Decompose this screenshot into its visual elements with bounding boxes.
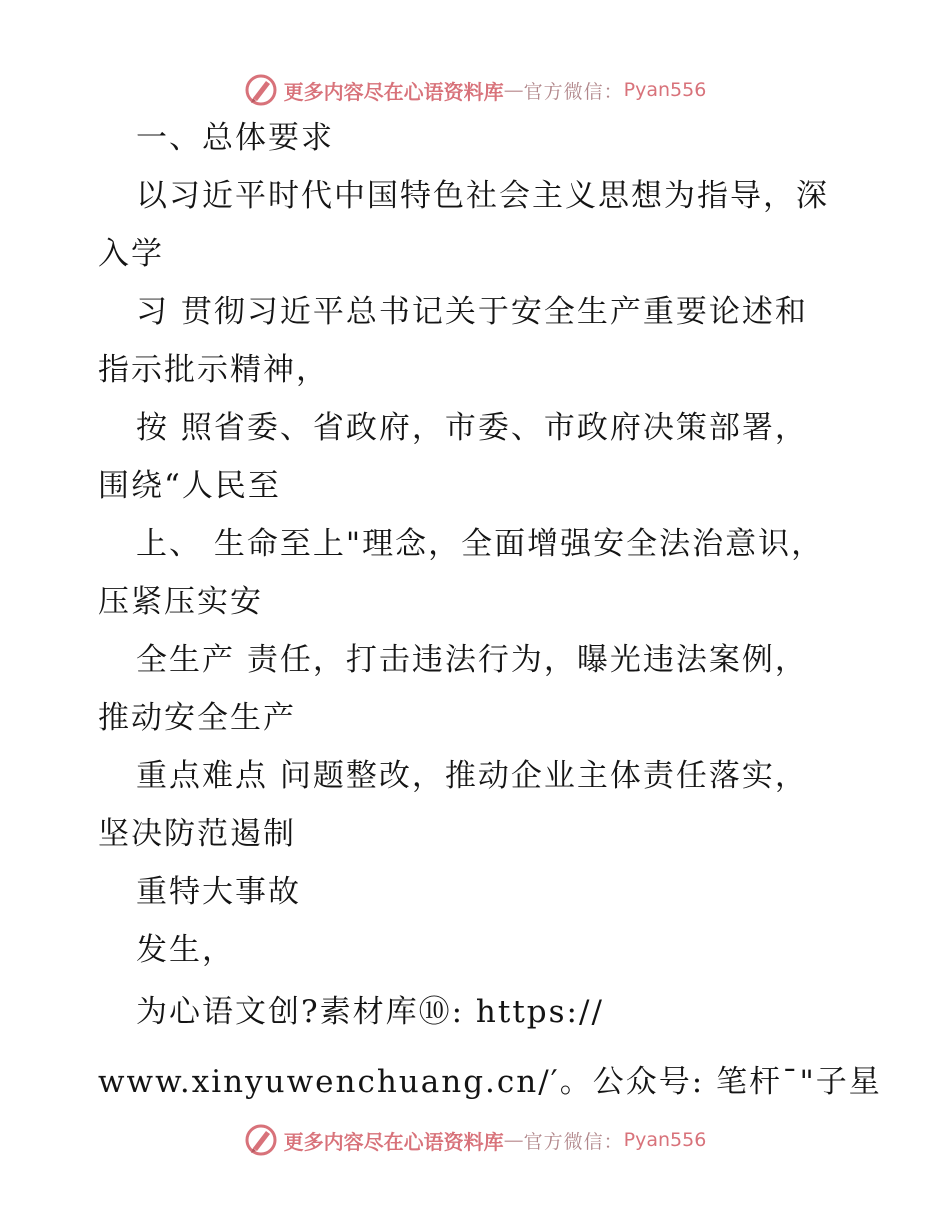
banner-wechat-id: Pyan556 [623,1129,707,1151]
paragraph-line: 习 贯彻习近平总书记关于安全生产重要论述和 [136,294,808,330]
paragraph-line: 入学 [98,236,164,272]
banner-wechat-label: 官方微信： [523,80,624,103]
paragraph-line: 指示批示精神， [98,352,329,388]
paragraph-line: 为心语文创?素材库⑩: https:// [136,994,604,1030]
banner-separator: — [503,1128,524,1152]
banner-wechat-label: 官方微信： [523,1130,624,1153]
paragraph-line: 全生产 责任，打击违法行为，曝光违法案例， [136,642,808,678]
paragraph-line: 上、 生命至上"理念，全面增强安全法治意识， [136,526,825,562]
paragraph-line: 按 照省委、省政府，市委、市政府决策部署， [136,410,808,446]
banner-wechat-id: Pyan556 [623,79,707,101]
footer-watermark-banner [0,1120,950,1160]
paragraph-line: 推动安全生产 [98,700,296,736]
section-heading: 一、总体要求 [136,120,334,156]
header-watermark-banner [0,70,950,110]
paragraph-line: 以习近平时代中国特色社会主义思想为指导，深 [136,178,829,214]
banner-site-text: 更多内容尽在心语资料库 [283,79,504,104]
banner-separator: — [503,78,524,102]
paragraph-line: 发生， [136,932,235,968]
paragraph-line: 围绕“人民至 [98,468,281,504]
paragraph-line: www.xinyuwenchuang.cn/′。公众号: 笔杆¯"子星 [98,1064,882,1100]
banner-site-text: 更多内容尽在心语资料库 [283,1129,504,1154]
pen-logo-icon [244,1123,278,1157]
paragraph-line: 压紧压实安 [98,584,263,620]
paragraph-line: 重点难点 问题整改，推动企业主体责任落实， [136,758,808,794]
paragraph-line: 坚决防范遏制 [98,816,296,852]
paragraph-line: 重特大事故 [136,874,301,910]
pen-logo-icon [244,73,278,107]
